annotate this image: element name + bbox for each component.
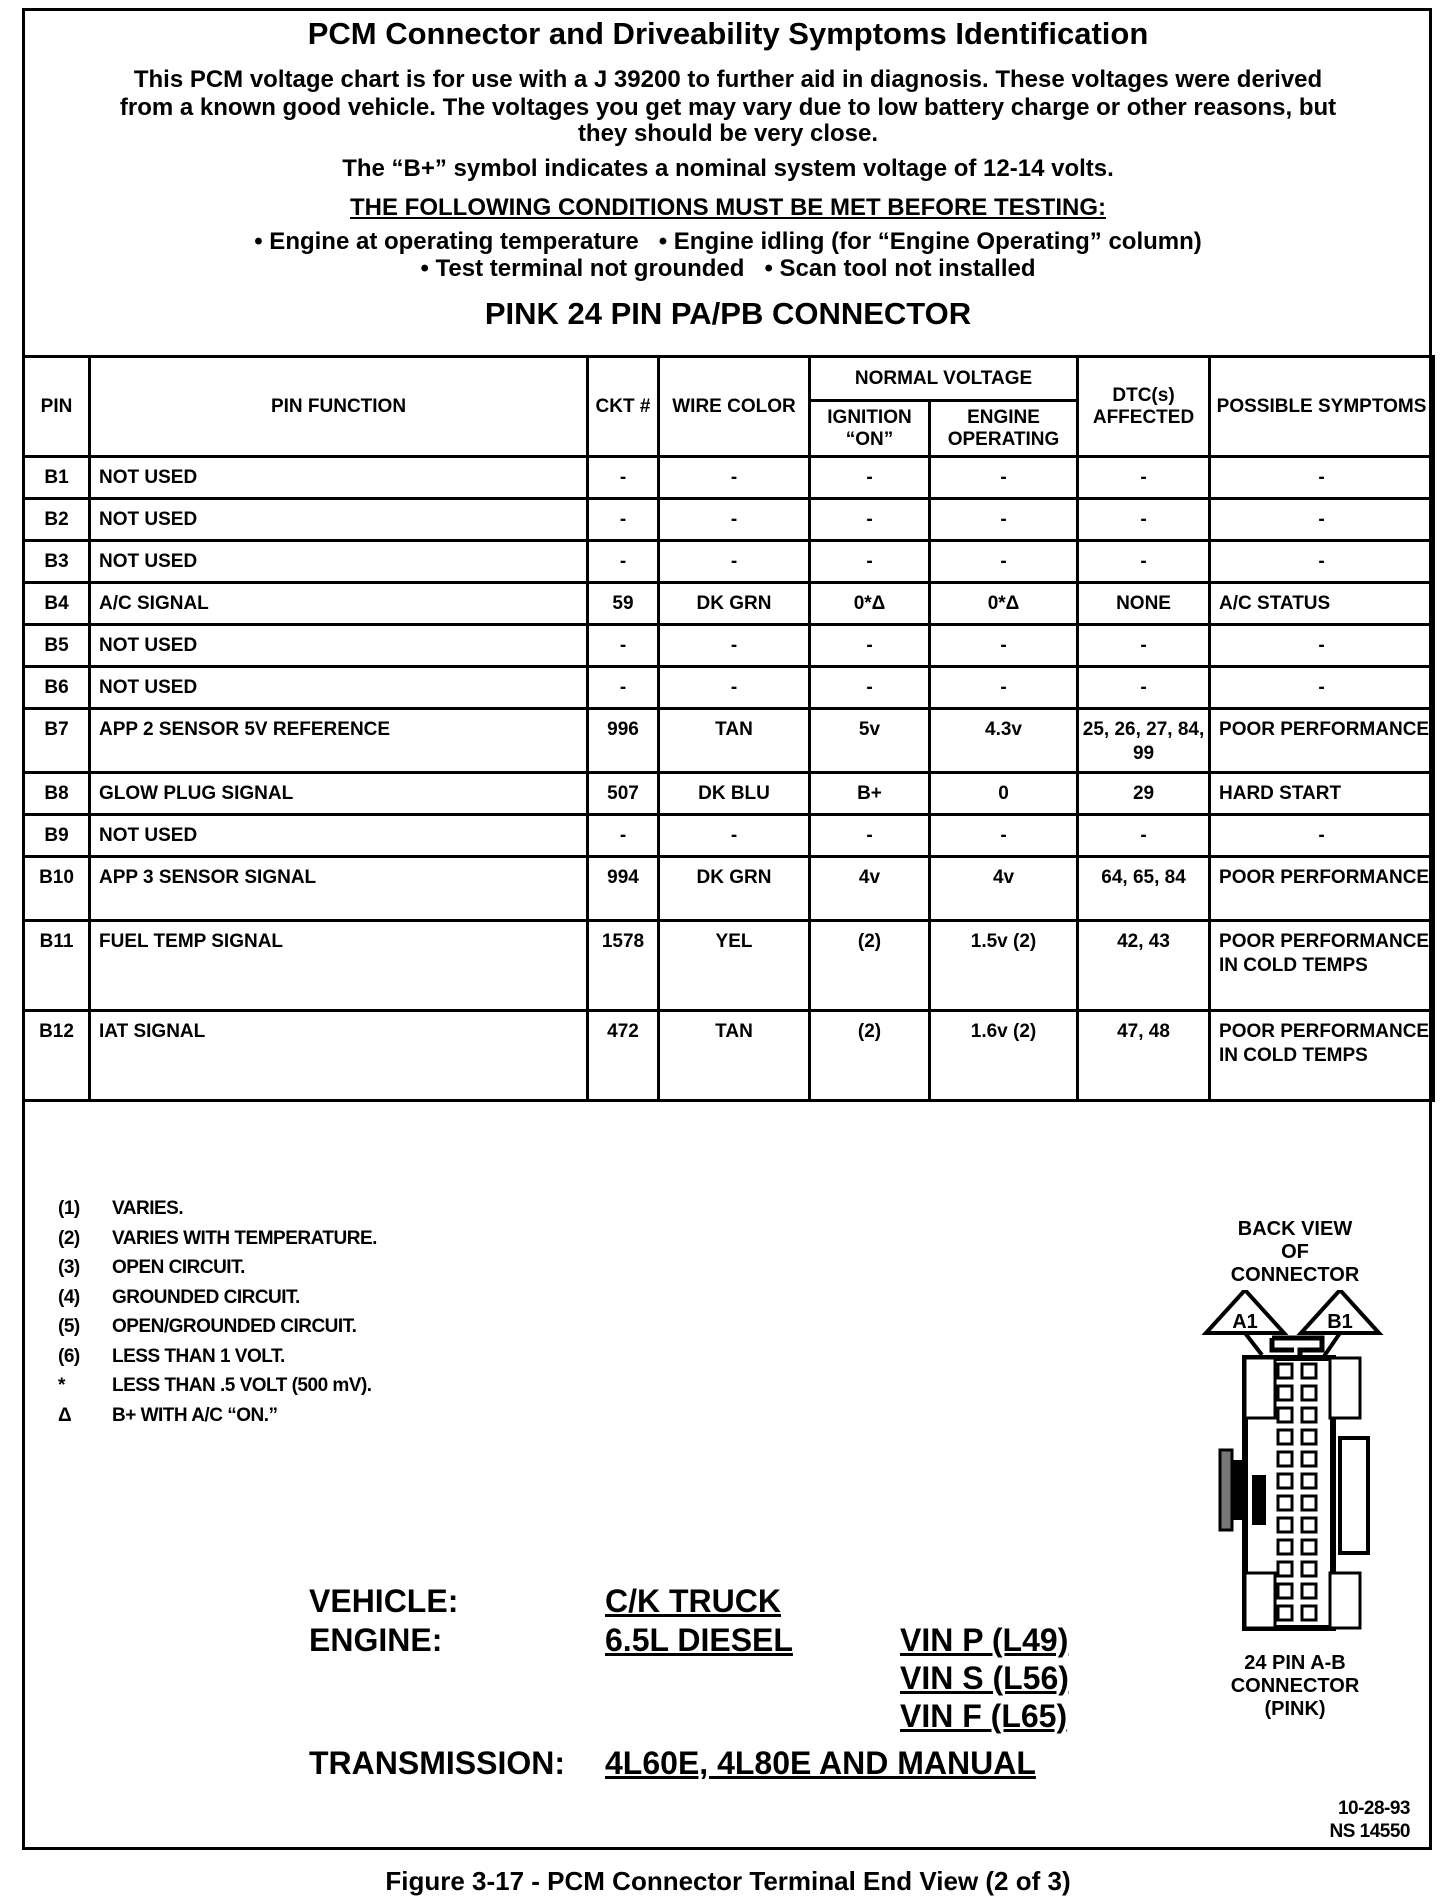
cell-ign: -: [810, 499, 930, 541]
header-ignition-on: IGNITION “ON”: [810, 401, 930, 457]
footnote-key: *: [58, 1375, 65, 1396]
pin-cavity: [1302, 1386, 1316, 1400]
footnote-key: (2): [58, 1227, 80, 1249]
cell-ign: 0*Δ: [810, 583, 930, 625]
footnote: [58, 1228, 377, 1250]
vin-2: VIN S (L56): [900, 1660, 1069, 1696]
pin-cavity: [1302, 1584, 1316, 1598]
vin-3: VIN F (L65): [900, 1698, 1068, 1734]
footnote: [58, 1257, 245, 1279]
cell-sym: POOR PERFORMANCE IN COLD TEMPS: [1210, 1011, 1434, 1101]
cell-dtc: -: [1078, 667, 1210, 709]
cell-function: NOT USED: [90, 541, 588, 583]
pin-cavity: [1278, 1606, 1292, 1620]
intro-line-3: they should be very close.: [577, 120, 879, 147]
cell-wire: YEL: [659, 921, 810, 1011]
cell-eng: 1.6v (2): [930, 1011, 1078, 1101]
cell-eng: 0: [930, 773, 1078, 815]
connector-bottom-label: [1205, 1652, 1385, 1721]
pin-cavity: [1278, 1562, 1292, 1576]
cell-pin: B11: [24, 921, 90, 1011]
vin-1: VIN P (L49): [900, 1622, 1069, 1658]
cell-dtc: 47, 48: [1078, 1011, 1210, 1101]
cell-sym: HARD START: [1210, 773, 1434, 815]
footnote-text: LESS THAN .5 VOLT (500 mV).: [112, 1375, 372, 1396]
conditions-line-1: • Engine at operating temperature • Engine idling (for “Engine Operating” column): [254, 228, 1202, 255]
cell-function: A/C SIGNAL: [90, 583, 588, 625]
pin-cavity: [1278, 1408, 1292, 1422]
header-normal-voltage: NORMAL VOLTAGE: [810, 357, 1078, 401]
cell-ckt: 507: [588, 773, 659, 815]
cell-wire: TAN: [659, 1011, 810, 1101]
connector-label-line: (PINK): [1264, 1698, 1326, 1720]
cell-eng: -: [930, 815, 1078, 857]
footnote-key: Δ: [58, 1404, 72, 1426]
header-function: PIN FUNCTION: [90, 357, 588, 457]
table-row: [24, 457, 1434, 499]
footnote-text: OPEN CIRCUIT.: [112, 1257, 245, 1278]
cell-dtc: 29: [1078, 773, 1210, 815]
ns-number: NS 14550: [1329, 1821, 1410, 1842]
cell-pin: B7: [24, 709, 90, 773]
pin-cavity: [1278, 1496, 1292, 1510]
cell-eng: 0*Δ: [930, 583, 1078, 625]
pin-table: [22, 355, 1435, 1102]
table-row: [24, 667, 1434, 709]
cell-ign: 5v: [810, 709, 930, 773]
cell-function: APP 3 SENSOR SIGNAL: [90, 857, 588, 921]
footnote-key: (3): [58, 1257, 80, 1278]
cell-wire: -: [659, 667, 810, 709]
cell-dtc: -: [1078, 815, 1210, 857]
footnote-text: OPEN/GROUNDED CIRCUIT.: [112, 1316, 357, 1337]
footnote-text: GROUNDED CIRCUIT.: [112, 1286, 300, 1308]
header-dtc: DTC(s) AFFECTED: [1078, 357, 1210, 457]
pin-cavity: [1302, 1452, 1316, 1466]
cell-dtc: 25, 26, 27, 84, 99: [1078, 709, 1210, 773]
cell-ckt: -: [588, 499, 659, 541]
cell-sym: A/C STATUS: [1210, 583, 1434, 625]
cell-ckt: -: [588, 625, 659, 667]
table-row: [24, 541, 1434, 583]
connector-label-line: BACK VIEW: [1237, 1218, 1353, 1240]
cell-function: GLOW PLUG SIGNAL: [90, 773, 588, 815]
cell-pin: B4: [24, 583, 90, 625]
cell-wire: -: [659, 457, 810, 499]
cell-sym: POOR PERFORMANCE: [1210, 857, 1434, 921]
cell-ign: -: [810, 815, 930, 857]
cell-eng: -: [930, 541, 1078, 583]
vehicle-label: VEHICLE:: [309, 1583, 459, 1619]
intro-line-1: This PCM voltage chart is for use with a J 39200 to further aid in diagnosis. These voltages were derived: [133, 66, 1323, 93]
cell-sym: POOR PERFORMANCE: [1210, 709, 1434, 773]
table-row: [24, 815, 1434, 857]
cell-eng: 4.3v: [930, 709, 1078, 773]
pin-cavity: [1278, 1430, 1292, 1444]
cell-wire: -: [659, 815, 810, 857]
pin-cavity: [1278, 1364, 1292, 1378]
table-row: [24, 921, 1434, 1011]
cell-ckt: -: [588, 541, 659, 583]
cell-function: NOT USED: [90, 457, 588, 499]
cell-ign: (2): [810, 921, 930, 1011]
cell-wire: -: [659, 541, 810, 583]
pin-a1-label: A1: [1232, 1311, 1258, 1333]
cell-dtc: NONE: [1078, 583, 1210, 625]
footnote-text: VARIES WITH TEMPERATURE.: [112, 1227, 377, 1249]
cell-sym: -: [1210, 625, 1434, 667]
cell-ign: -: [810, 541, 930, 583]
pin-cavity: [1302, 1408, 1316, 1422]
cell-pin: B3: [24, 541, 90, 583]
pin-b1-marker: [1301, 1290, 1379, 1365]
cell-dtc: -: [1078, 541, 1210, 583]
pin-cavity: [1302, 1562, 1316, 1576]
footnote-text: LESS THAN 1 VOLT.: [112, 1345, 285, 1367]
transmission-label: TRANSMISSION:: [309, 1745, 565, 1781]
cell-eng: 1.5v (2): [930, 921, 1078, 1011]
pin-cavity: [1302, 1540, 1316, 1554]
cell-ckt: 59: [588, 583, 659, 625]
cell-ckt: 1578: [588, 921, 659, 1011]
cell-eng: -: [930, 499, 1078, 541]
header-wire: WIRE COLOR: [659, 357, 810, 457]
cell-ckt: 472: [588, 1011, 659, 1101]
cell-ign: B+: [810, 773, 930, 815]
cell-ign: -: [810, 667, 930, 709]
cell-function: NOT USED: [90, 625, 588, 667]
cell-wire: DK BLU: [659, 773, 810, 815]
cell-function: NOT USED: [90, 667, 588, 709]
cell-dtc: -: [1078, 625, 1210, 667]
cell-sym: POOR PERFORMANCE IN COLD TEMPS: [1210, 921, 1434, 1011]
footnote-text: B+ WITH A/C “ON.”: [112, 1404, 278, 1426]
footnote-text: VARIES.: [112, 1198, 184, 1219]
cell-sym: -: [1210, 457, 1434, 499]
bplus-note: The “B+” symbol indicates a nominal system voltage of 12-14 volts.: [342, 155, 1114, 182]
cell-function: NOT USED: [90, 815, 588, 857]
pin-cavity: [1302, 1364, 1316, 1378]
connector-title: PINK 24 PIN PA/PB CONNECTOR: [484, 296, 972, 331]
cell-pin: B6: [24, 667, 90, 709]
footnote-key: (1): [58, 1198, 80, 1219]
cell-pin: B12: [24, 1011, 90, 1101]
connector-label-line: CONNECTOR: [1230, 1264, 1360, 1286]
header-engine-operating: ENGINE OPERATING: [930, 401, 1078, 457]
pin-cavity: [1278, 1474, 1292, 1488]
connector-label-line: 24 PIN A-B: [1244, 1652, 1346, 1674]
table-row: [24, 499, 1434, 541]
pin-cavity: [1302, 1430, 1316, 1444]
pin-b1-label: B1: [1327, 1311, 1353, 1333]
cell-pin: B10: [24, 857, 90, 921]
footnote-key: (5): [58, 1316, 80, 1337]
cell-eng: -: [930, 667, 1078, 709]
cell-ign: -: [810, 625, 930, 667]
cell-wire: DK GRN: [659, 583, 810, 625]
cell-wire: -: [659, 625, 810, 667]
cell-ign: 4v: [810, 857, 930, 921]
conditions-heading: THE FOLLOWING CONDITIONS MUST BE MET BEFORE TESTING:: [350, 194, 1106, 221]
cell-sym: -: [1210, 815, 1434, 857]
header-symptoms: POSSIBLE SYMPTOMS: [1210, 357, 1434, 457]
page-title: PCM Connector and Driveability Symptoms Identification: [307, 16, 1149, 51]
pin-cavity: [1278, 1518, 1292, 1532]
footnote: [58, 1346, 285, 1368]
cell-ckt: 994: [588, 857, 659, 921]
cell-wire: -: [659, 499, 810, 541]
footnote-key: (4): [58, 1286, 80, 1308]
cell-sym: -: [1210, 541, 1434, 583]
header-ckt: CKT #: [588, 357, 659, 457]
cell-pin: B8: [24, 773, 90, 815]
footnote: [58, 1405, 278, 1427]
pin-cavity: [1302, 1496, 1316, 1510]
engine-value: 6.5L DIESEL: [605, 1622, 793, 1658]
cell-function: APP 2 SENSOR 5V REFERENCE: [90, 709, 588, 773]
cell-pin: B5: [24, 625, 90, 667]
cell-sym: -: [1210, 499, 1434, 541]
pin-cavity: [1302, 1518, 1316, 1532]
pin-cavity: [1278, 1386, 1292, 1400]
table-row: [24, 583, 1434, 625]
cell-pin: B9: [24, 815, 90, 857]
connector-diagram: [1200, 1290, 1390, 1640]
cell-sym: -: [1210, 667, 1434, 709]
cell-dtc: -: [1078, 457, 1210, 499]
intro-line-2: from a known good vehicle. The voltages you get may vary due to low battery charge or other reasons, but: [119, 94, 1337, 121]
header-pin: PIN: [24, 357, 90, 457]
date-code: 10-28-93: [1337, 1798, 1410, 1819]
cell-wire: TAN: [659, 709, 810, 773]
cell-wire: DK GRN: [659, 857, 810, 921]
cell-ckt: 996: [588, 709, 659, 773]
cell-function: NOT USED: [90, 499, 588, 541]
table-row: [24, 773, 1434, 815]
footnote: [58, 1287, 300, 1309]
cell-dtc: 42, 43: [1078, 921, 1210, 1011]
cell-ign: (2): [810, 1011, 930, 1101]
pin-cavity: [1278, 1452, 1292, 1466]
cell-ckt: -: [588, 667, 659, 709]
conditions-line-2: • Test terminal not grounded • Scan tool not installed: [420, 255, 1036, 282]
vehicle-value: C/K TRUCK: [605, 1583, 781, 1619]
cell-ckt: -: [588, 815, 659, 857]
pin-cavity: [1278, 1584, 1292, 1598]
cell-eng: -: [930, 625, 1078, 667]
cell-function: FUEL TEMP SIGNAL: [90, 921, 588, 1011]
cell-function: IAT SIGNAL: [90, 1011, 588, 1101]
footer-ref: [1329, 1797, 1410, 1843]
engine-label: ENGINE:: [309, 1622, 443, 1658]
figure-caption: Figure 3-17 - PCM Connector Terminal End View (2 of 3): [385, 1866, 1071, 1896]
cell-ckt: -: [588, 457, 659, 499]
pin-cavity: [1302, 1474, 1316, 1488]
footnote: [58, 1375, 372, 1397]
table-row: [24, 1011, 1434, 1101]
footnote-key: (6): [58, 1345, 80, 1367]
cell-ign: -: [810, 457, 930, 499]
table-row: [24, 625, 1434, 667]
pin-cavity: [1302, 1606, 1316, 1620]
footnote: [58, 1198, 183, 1220]
cell-dtc: -: [1078, 499, 1210, 541]
transmission-value: 4L60E, 4L80E AND MANUAL: [605, 1745, 1036, 1781]
footnote: [58, 1316, 356, 1338]
connector-top-label: [1205, 1218, 1385, 1287]
connector-label-line: OF: [1281, 1241, 1309, 1263]
cell-pin: B2: [24, 499, 90, 541]
cell-dtc: 64, 65, 84: [1078, 857, 1210, 921]
cell-pin: B1: [24, 457, 90, 499]
table-row: [24, 709, 1434, 773]
connector-label-line: CONNECTOR: [1230, 1675, 1360, 1697]
pin-cavity: [1278, 1540, 1292, 1554]
table-row: [24, 857, 1434, 921]
cell-eng: -: [930, 457, 1078, 499]
cell-eng: 4v: [930, 857, 1078, 921]
